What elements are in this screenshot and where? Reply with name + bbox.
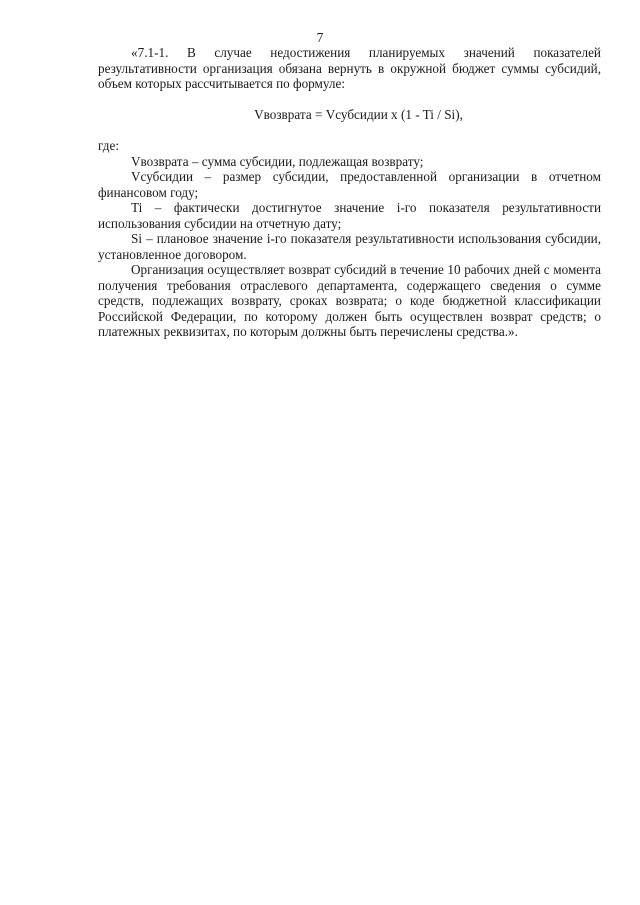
definition-v-subsidy: Vсубсидии – размер субсидии, предоставленной организации в отчетном финансовом году; xyxy=(98,169,601,200)
closing-paragraph: Организация осуществляет возврат субсидий в течение 10 рабочих дней с момента получения требования отраслевого департамента, содержащего сведения о сумме средств, подлежащих возврату, сроках возврата; о коде бюджетной классификации Российской Федерации, по которому должен быть осуществлен возврат средств; о платежных реквизитах, по которым должны быть перечислены средства.». xyxy=(98,262,601,339)
clause-intro: «7.1-1. В случае недостижения планируемых значений показателей результативности организация обязана вернуть в окружной бюджет суммы субсидий, объем которых рассчитывается по формуле: xyxy=(98,45,601,91)
definition-v-return: Vвозврата – сумма субсидии, подлежащая возврату; xyxy=(131,153,424,169)
formula: Vвозврата = Vсубсидии x (1 - Ti / Si), xyxy=(254,106,463,122)
page-number: 7 xyxy=(316,30,324,45)
where-label: где: xyxy=(98,138,119,153)
definition-ti: Ti – фактически достигнутое значение i-го показателя результативности использования субсидии на отчетную дату; xyxy=(98,200,601,231)
document-body xyxy=(98,45,601,340)
definition-si: Si – плановое значение i-го показателя результативности использования субсидии, установленное договором. xyxy=(98,231,601,262)
